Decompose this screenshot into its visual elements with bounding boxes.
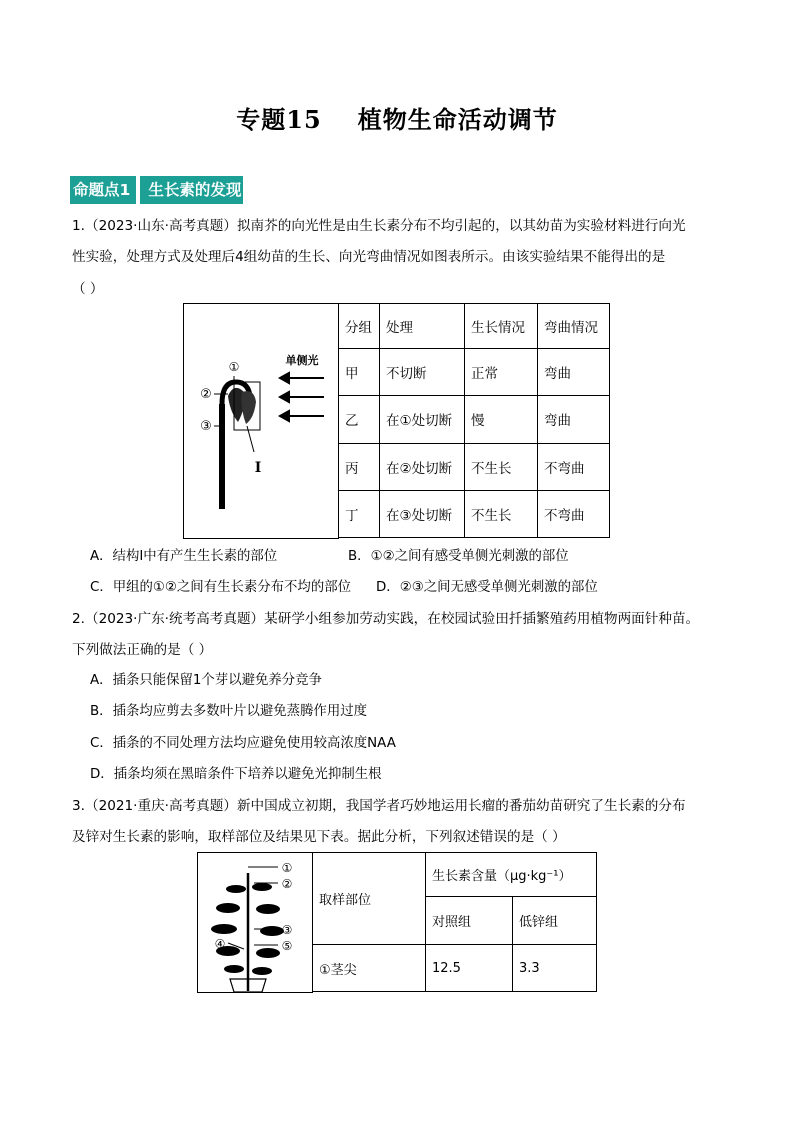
section-header [70,176,243,204]
figure-label-3: ③ [200,419,212,434]
table-header-cell: 生长情况 [465,304,538,349]
table-header-cell: 分组 [339,304,380,349]
section-text: 生长素的发现 [148,181,242,199]
table-header-cell: 处理 [380,304,465,349]
q1-stem-line2: 性实验，处理方式及处理后4组幼苗的生长、向光弯曲情况如图表所示。由该实验结果不能得出的是 [72,249,666,265]
q3-label-4: ④ [214,937,226,951]
q3-stem-line1: 3.（2021·重庆·高考真题）新中国成立初期，我国学者巧妙地运用长瘤的番茄幼苗研究了生长素的分布 [72,798,686,814]
table-cell: 丁 [339,490,380,537]
q1-option-a: A．结构Ⅰ中有产生生长素的部位 [90,549,278,564]
table-cell: 不生长 [465,490,538,537]
q2-option-a: A．插条只能保留1个芽以避免养分竞争 [90,673,322,688]
table-row [339,490,610,537]
q2-option-c: C．插条的不同处理方法均应避免使用较高浓度NAA [90,736,396,751]
table-cell: 丙 [339,443,380,490]
q3-label-2: ② [281,877,293,891]
section-label: 命题点 [73,181,120,199]
q3-label-1: ① [281,861,293,875]
table-header-row [313,853,597,897]
table-cell: ①茎尖 [313,945,426,992]
table-header-cell: 生长素含量（μg·kg⁻¹） [426,853,597,897]
table-row [313,945,597,992]
table-cell: 在③处切断 [380,490,465,537]
table-cell: 在①处切断 [380,396,465,443]
q3-figure [197,852,313,993]
table-cell: 不切断 [380,349,465,396]
title-topic: 专题15 [236,105,322,134]
figure-label-2: ② [200,387,212,402]
page-title [0,100,794,135]
q1-option-d: D．②③之间无感受单侧光刺激的部位 [376,580,598,595]
q2-option-d: D．插条均须在黑暗条件下培养以避免光抑制生根 [90,767,382,782]
table-cell: 不弯曲 [538,490,610,537]
seedling-diagram [184,304,339,538]
q1-option-b: B．①②之间有感受单侧光刺激的部位 [348,549,569,564]
q2-option-b: B．插条均应剪去多数叶片以避免蒸腾作用过度 [90,704,367,719]
table-cell: 在②处切断 [380,443,465,490]
table-header-cell: 低锌组 [513,897,597,945]
q3-table [312,852,597,992]
table-row [339,349,610,396]
table-cell: 正常 [465,349,538,396]
q1-answer-paren: （ ） [72,281,104,297]
tomato-plant-diagram [198,853,313,992]
table-header-cell: 取样部位 [313,853,426,945]
q3-label-5: ⑤ [281,939,293,953]
table-row [339,443,610,490]
table-cell: 12.5 [426,945,513,992]
q1-figure [183,303,339,539]
q1-stem-line1: 1.（2023·山东·高考真题）拟南芥的向光性是由生长素分布不均引起的，以其幼苗为实验材料进行向光 [72,218,686,234]
table-cell: 慢 [465,396,538,443]
table-cell: 乙 [339,396,380,443]
section-num: 1 [119,181,131,199]
q3-stem-line2: 及锌对生长素的影响，取样部位及结果见下表。据此分析，下列叙述错误的是（ ） [72,829,566,845]
q2-stem-line1: 2.（2023·广东·统考高考真题）某研学小组参加劳动实践，在校园试验田扦插繁殖药用植物两面针种苗。 [72,611,700,627]
table-row [339,396,610,443]
table-cell: 弯曲 [538,396,610,443]
table-cell: 甲 [339,349,380,396]
table-cell: 不弯曲 [538,443,610,490]
q1-option-c: C．甲组的①②之间有生长素分布不均的部位 [90,580,351,595]
table-header-cell: 弯曲情况 [538,304,610,349]
title-name: 植物生命活动调节 [357,105,558,134]
q3-label-3: ③ [281,923,293,937]
table-cell: 不生长 [465,443,538,490]
figure-label-1: ① [228,360,240,374]
figure-label-I: Ⅰ [254,460,262,476]
q2-stem-line2: 下列做法正确的是（ ） [72,642,213,658]
table-header-row [339,304,610,349]
q1-table [338,303,610,538]
figure-light-label: 单侧光 [285,354,319,367]
table-cell: 3.3 [513,945,597,992]
table-cell: 弯曲 [538,349,610,396]
table-header-cell: 对照组 [426,897,513,945]
